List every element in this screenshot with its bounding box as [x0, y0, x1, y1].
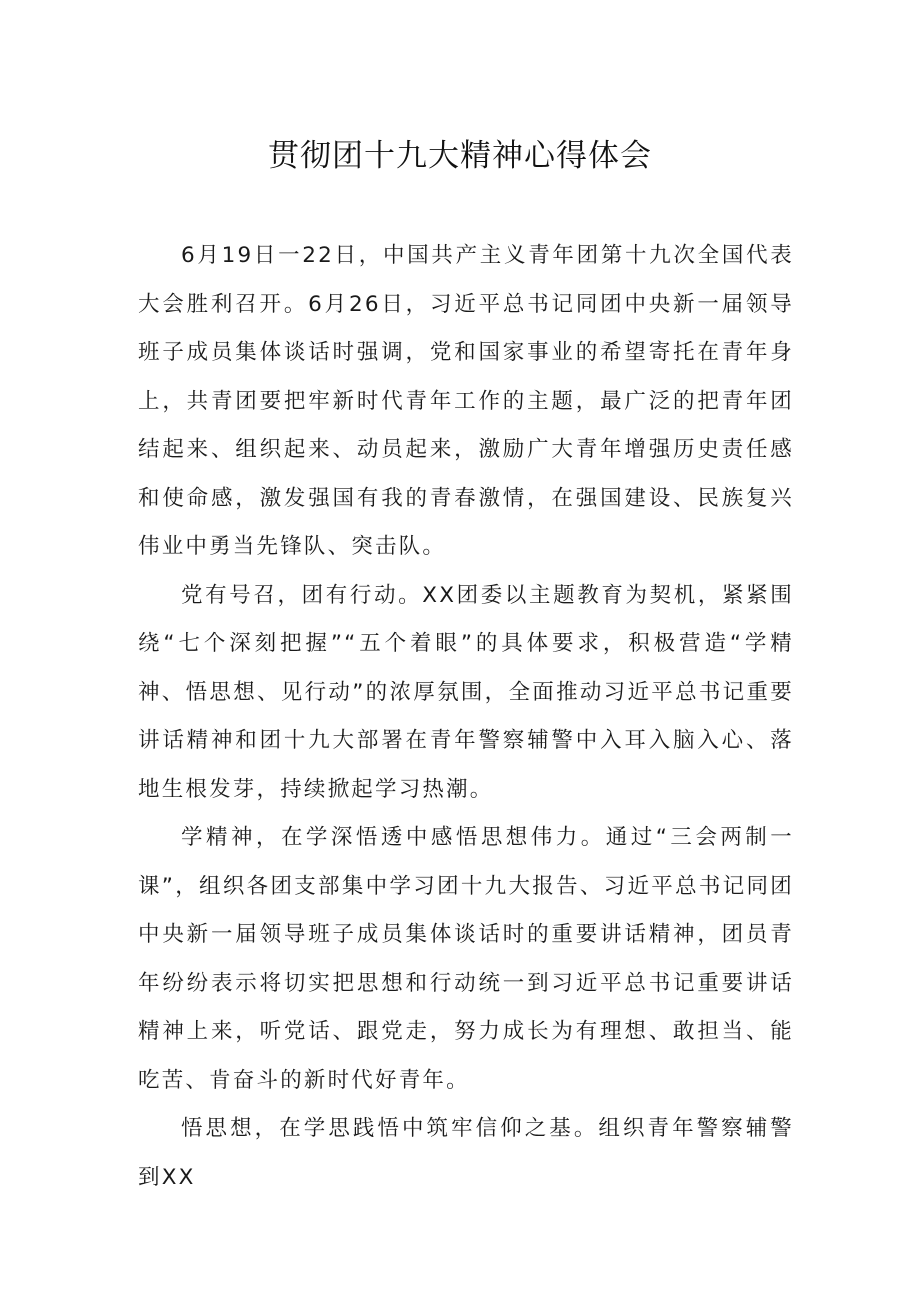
document-body: [138, 232, 794, 1202]
paragraph-4: 悟思想，在学思践悟中筑牢信仰之基。组织青年警察辅警到XX: [138, 1116, 794, 1190]
paragraph-1: 6月19日一22日，中国共产主义青年团第十九次全国代表大会胜利召开。6月26日，习近平总书记同团中央新一届领导班子成员集体谈话时强调，党和国家事业的希望寄托在青年身上，共青团要把牢新时代青年工作的主题，最广泛的把青年团结起来、组织起来、动员起来，激励广大青年增强历史责任感和使命感，激发强国有我的青春激情，在强国建设、民族复兴伟业中勇当先锋队、突击队。: [138, 243, 794, 559]
paragraph-3: 学精神，在学深悟透中感悟思想伟力。通过“三会两制一课”，组织各团支部集中学习团十九大报告、习近平总书记同团中央新一届领导班子成员集体谈话时的重要讲话精神，团员青年纷纷表示将切实把思想和行动统一到习近平总书记重要讲话精神上来，听党话、跟党走，努力成长为有理想、敢担当、能吃苦、肯奋斗的新时代好青年。: [138, 825, 794, 1093]
document-title: 贯彻团十九大精神心得体会: [268, 138, 652, 174]
paragraph-2: 党有号召，团有行动。XX团委以主题教育为契机，紧紧围绕“七个深刻把握”“五个着眼”的具体要求，积极营造“学精神、悟思想、见行动”的浓厚氛围，全面推动习近平总书记重要讲话精神和团十九大部署在青年警察辅警中入耳入脑入心、落地生根发芽，持续掀起学习热潮。: [138, 582, 794, 802]
